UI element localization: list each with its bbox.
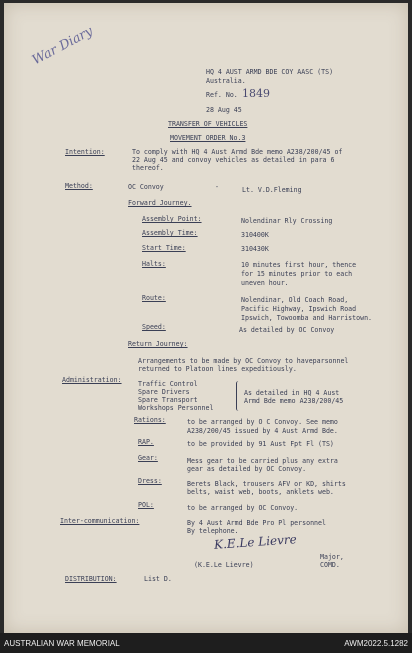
gear-line-2: gear as detailed by OC Convoy. xyxy=(187,465,307,473)
route-label: Route: xyxy=(142,294,166,302)
gear-label: Gear: xyxy=(138,454,158,462)
document-subtitle: MOVEMENT ORDER No.3 xyxy=(170,134,246,142)
return-journey-line-2: returned to Platoon lines expeditiously. xyxy=(138,365,297,373)
unit-line-1: HQ 4 AUST ARMD BDE COY AASC (TS) xyxy=(206,68,334,76)
route-line-3: Ipswich, Towoomba and Harristown. xyxy=(241,314,373,322)
start-time-label: Start Time: xyxy=(142,244,186,252)
assembly-time-value: 310400K xyxy=(241,231,269,239)
admin-detail-line-1: As detailed in HQ 4 Aust xyxy=(244,389,340,397)
unit-line-2: Australia. xyxy=(206,77,246,85)
rations-line-2: A238/200/45 issued by 4 Aust Armd Bde. xyxy=(187,427,338,435)
pol-label: POL: xyxy=(138,501,154,509)
signature-name: (K.E.Le Lievre) xyxy=(194,561,254,569)
administration-label: Administration: xyxy=(62,376,122,384)
intention-line-3: thereof. xyxy=(132,164,164,172)
dress-line-1: Berets Black, trousers AFV or KD, shirts xyxy=(187,480,346,488)
method-name: Lt. V.D.Fleming xyxy=(242,186,302,194)
intercommunication-line-2: By telephone. xyxy=(187,527,239,535)
gear-line-1: Mess gear to be carried plus any extra xyxy=(187,457,338,465)
route-line-2: Pacific Highway, Ipswich Road xyxy=(241,305,357,313)
admin-item-workshops-personnel: Workshops Personnel xyxy=(138,404,214,412)
halts-line-1: 10 minutes first hour, thence xyxy=(241,261,357,269)
handwritten-margin-note: War Diary xyxy=(30,23,96,69)
route-line-1: Nolendinar, Old Coach Road, xyxy=(241,296,349,304)
signature-rank: Major, xyxy=(320,553,344,561)
pol-value: to be arranged by OC Convoy. xyxy=(187,504,299,512)
signature-role: COMD. xyxy=(320,561,340,569)
return-journey-line-1: Arrangements to be made by OC Convoy to haveparsonnel xyxy=(138,357,349,365)
intention-label: Intention: xyxy=(65,148,105,156)
intercommunication-line-1: By 4 Aust Armd Bde Pro Pl personnel xyxy=(187,519,326,527)
assembly-point-value: Nolendinar Rly Crossing xyxy=(241,217,333,225)
halts-line-3: uneven hour. xyxy=(241,279,289,287)
admin-detail-line-2: Armd Bde memo A238/200/45 xyxy=(244,397,344,405)
distribution-label: DISTRIBUTION: xyxy=(65,575,117,583)
method-dash: - xyxy=(215,183,219,191)
intention-line-2: 22 Aug 45 and convoy vehicles as detailed in para 6 xyxy=(132,156,335,164)
halts-label: Halts: xyxy=(142,260,166,268)
intention-line-1: To comply with HQ 4 Aust Armd Bde memo A238/200/45 of xyxy=(132,148,343,156)
dress-label: Dress: xyxy=(138,477,162,485)
method-value: OC Convoy xyxy=(128,183,164,191)
dress-line-2: belts, waist web, boots, anklets web. xyxy=(187,488,334,496)
footer-institution: AUSTRALIAN WAR MEMORIAL xyxy=(4,639,120,648)
handwritten-signature: K.E.Le Lievre xyxy=(213,532,298,552)
rations-line-1: to be arranged by O C Convoy. See memo xyxy=(187,418,338,426)
admin-item-spare-drivers: Spare Drivers xyxy=(138,388,190,396)
forward-journey-heading: Forward Journey. xyxy=(128,199,192,207)
admin-item-spare-transport: Spare Transport xyxy=(138,396,198,404)
halts-line-2: for 15 minutes prior to each xyxy=(241,270,353,278)
distribution-value: List D. xyxy=(144,575,172,583)
rap-label: RAP. xyxy=(138,438,154,446)
document-title: TRANSFER OF VEHICLES xyxy=(168,120,248,128)
document-page xyxy=(4,3,408,633)
assembly-point-label: Assembly Point: xyxy=(142,215,202,223)
rations-label: Rations: xyxy=(134,416,166,424)
document-date: 28 Aug 45 xyxy=(206,106,242,114)
rap-value: to be provided by 91 Aust Fpt Fl (TS) xyxy=(187,440,334,448)
start-time-value: 310430K xyxy=(241,245,269,253)
speed-value: As detailed by OC Convoy xyxy=(239,326,335,334)
intercommunication-label: Inter-communication: xyxy=(60,517,140,525)
assembly-time-label: Assembly Time: xyxy=(142,229,198,237)
method-label: Method: xyxy=(65,182,93,190)
ref-label: Ref. No. xyxy=(206,91,238,99)
return-journey-heading: Return Journey: xyxy=(128,340,188,348)
admin-item-traffic-control: Traffic Control xyxy=(138,380,198,388)
handwritten-ref-number: 1849 xyxy=(242,87,270,100)
footer-bar xyxy=(0,633,412,653)
speed-label: Speed: xyxy=(142,323,166,331)
footer-accession-number: AWM2022.5.1282 xyxy=(344,639,408,648)
admin-brace xyxy=(236,381,241,411)
